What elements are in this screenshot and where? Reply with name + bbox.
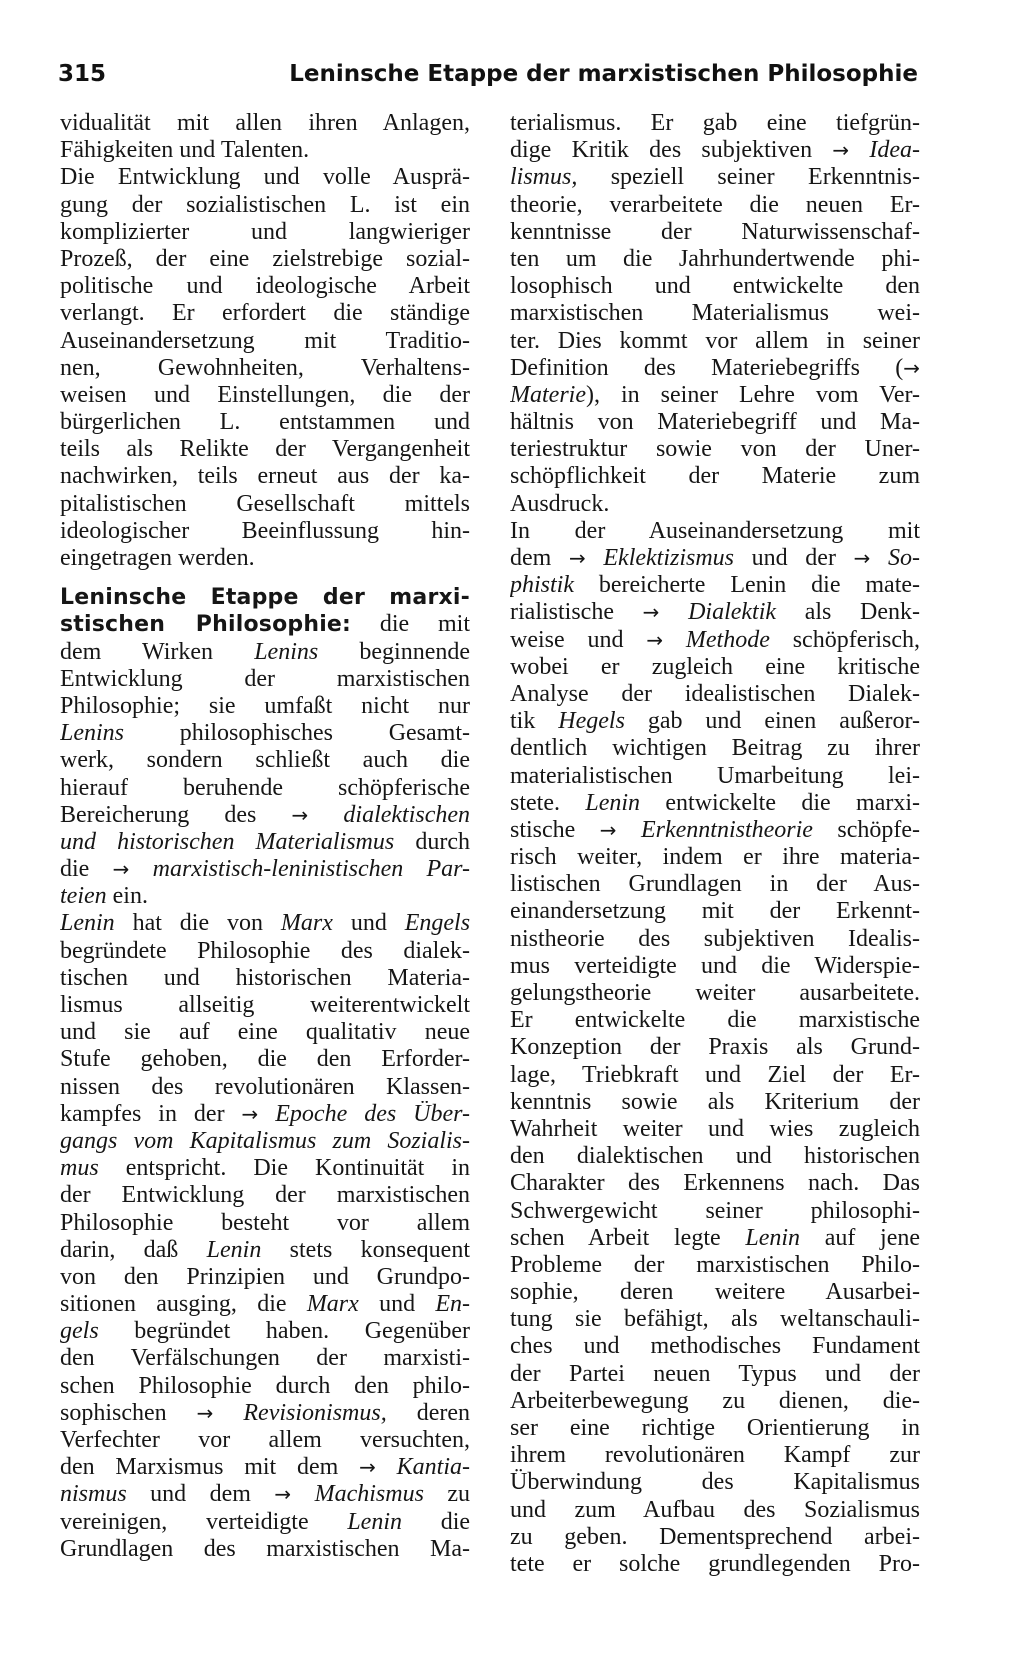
text-line: losophisch und entwickelte den (510, 273, 920, 300)
text-line: kenntnisse der Naturwissenschaf- (510, 218, 920, 245)
text-line: teils als Relikte der Vergangenheit (60, 436, 470, 463)
text-line: ten um die Jahrhundertwende phi- (510, 245, 920, 272)
text-line: den dialektischen und historischen (510, 1143, 920, 1170)
text-line: kenntnis sowie als Kriterium der (510, 1088, 920, 1115)
text-line: stische → Erkenntnistheorie schöpfe- (510, 816, 920, 843)
cross-reference-arrow-icon: → (642, 600, 660, 625)
text-line: tung sie befähigt, als weltanschauli- (510, 1306, 920, 1333)
text-line: einandersetzung mit der Erkennt- (510, 898, 920, 925)
person-name: Lenin (745, 1224, 801, 1251)
text-line: Stufe gehoben, die den Erforder- (60, 1046, 470, 1073)
entry-heading-line (60, 584, 470, 611)
cross-reference-arrow-icon: → (646, 627, 664, 652)
text-line: Lenin hat die von Marx und Engels (60, 910, 470, 937)
cross-reference: marxistisch-leninistischen Par- (152, 856, 470, 883)
text-line: schen Philosophie durch den philo- (60, 1372, 470, 1399)
cross-reference: dialektischen (343, 801, 470, 828)
text-line: zu geben. Dementsprechend arbei- (510, 1523, 920, 1550)
person-name: Lenin (585, 789, 641, 816)
person-name: Marx (306, 1291, 359, 1318)
cross-reference: Epoche des Über- (275, 1100, 470, 1127)
entry-heading-line: stischen Philosophie: die mit (60, 611, 470, 638)
person-name: Marx (280, 910, 333, 937)
cross-reference: Idea- (869, 137, 920, 164)
page-header (58, 54, 918, 94)
text-line: Prozeß, der eine zielstrebige sozial- (60, 245, 470, 272)
text-line: teriestruktur sowie von der Uner- (510, 436, 920, 463)
text-line: dem Wirken Lenins beginnende (60, 638, 470, 665)
text-line: lismus, speziell seiner Erkenntnis- (510, 164, 920, 191)
text-line: ideologischer Beeinflussung hin- (60, 517, 470, 544)
text-line: stete. Lenin entwickelte die marxi- (510, 789, 920, 816)
person-name: Lenins (60, 720, 125, 747)
text-line: Materie), in seiner Lehre vom Ver- (510, 381, 920, 408)
person-name: Lenin (206, 1236, 262, 1263)
cross-reference: Erkenntnistheorie (640, 816, 813, 843)
text-line: lismus allseitig weiterentwickelt (60, 992, 470, 1018)
text-line: eingetragen werden. (60, 545, 255, 571)
text-line: Überwindung des Kapitalismus (510, 1469, 920, 1496)
text-line: und zum Aufbau des Sozialismus (510, 1496, 920, 1523)
text-line: kampfes in der → Epoche des Über- (60, 1100, 470, 1127)
text-line: phistik bereicherte Lenin die mate- (510, 572, 920, 599)
text-line: ches und methodisches Fundament (510, 1333, 920, 1360)
cross-reference: Kantia- (396, 1454, 470, 1481)
text-line: Definition des Materiebegriffs (→ (510, 354, 920, 381)
text-line: schöpflichkeit der Materie zum (510, 463, 920, 490)
text-line: nissen des revolutionären Klassen- (60, 1073, 470, 1100)
text-line: Er entwickelte die marxistische (510, 1007, 920, 1034)
entry-headword: stischen Philosophie: (60, 612, 352, 638)
text-line: vereinigen, verteidigte Lenin die (60, 1508, 470, 1535)
cross-reference-arrow-icon: → (196, 1400, 214, 1425)
text-line: Schwergewicht seiner philosophi- (510, 1197, 920, 1224)
cross-reference: nismus (60, 1481, 127, 1508)
cross-reference: phistik (510, 572, 574, 599)
text-line: lage, Triebkraft und Ziel der Er- (510, 1061, 920, 1088)
cross-reference: teien (60, 883, 107, 910)
text-line: Ausdruck. (510, 490, 610, 517)
text-line: terialismus. Er gab eine tiefgrün- (510, 110, 920, 136)
cross-reference: mus (60, 1155, 99, 1182)
text-line: nachwirken, teils erneut aus der ka- (60, 463, 470, 490)
text-line: Grundlagen des marxistischen Ma- (60, 1535, 470, 1562)
text-line: risch weiter, indem er ihre materia- (510, 844, 920, 871)
text-line: weisen und Einstellungen, die der (60, 381, 470, 408)
page-number: 315 (58, 61, 107, 87)
text-line: die → marxistisch-leninistischen Par- (60, 856, 470, 883)
text-line: Philosophie; sie umfaßt nicht nur (60, 692, 470, 719)
text-line: rialistische → Dialektik als Denk- (510, 599, 920, 626)
person-name: Hegels (558, 708, 625, 735)
text-line: teien ein. (60, 883, 148, 910)
paragraph-gap (60, 572, 470, 584)
text-line: mus verteidigte und die Widerspie- (510, 952, 920, 979)
cross-reference: Materie (510, 381, 586, 408)
text-line: ihrem revolutionären Kampf zur (510, 1442, 920, 1469)
text-line: Entwicklung der marxistischen (60, 665, 470, 692)
text-line: wobei er zugleich eine kritische (510, 653, 920, 680)
text-line: dem → Eklektizismus und der → So- (510, 545, 920, 571)
cross-reference-arrow-icon: → (599, 817, 617, 842)
text-line: ser eine richtige Orientierung in (510, 1415, 920, 1441)
text-line: von den Prinzipien und Grundpo- (60, 1263, 470, 1290)
text-line: Lenins philosophisches Gesamt- (60, 720, 470, 747)
text-line: gelungstheorie weiter ausarbeitete. (510, 980, 920, 1006)
cross-reference-arrow-icon: → (291, 802, 309, 827)
text-line: Die Entwicklung und volle Ausprä- (60, 164, 470, 191)
text-line: mus entspricht. Die Kontinuität in (60, 1155, 470, 1182)
text-line (60, 1128, 470, 1155)
cross-reference-arrow-icon: → (832, 138, 850, 163)
text-line: der Entwicklung der marxistischen (60, 1182, 470, 1209)
text-line: tischen und historischen Materia- (60, 964, 470, 991)
text-line: Analyse der idealistischen Dialek- (510, 680, 920, 707)
text-line: politische und ideologische Arbeit (60, 273, 470, 300)
text-line: Probleme der marxistischen Philo- (510, 1251, 920, 1278)
text-line: tete er solche grundlegenden Pro- (510, 1550, 920, 1577)
text-line: Charakter des Erkennens nach. Das (510, 1170, 920, 1197)
text-line: und historischen Materialismus durch (60, 828, 470, 855)
running-title: Leninsche Etappe der marxistischen Philosophie (289, 61, 918, 87)
text-line: Konzeption der Praxis als Grund- (510, 1034, 920, 1061)
right-column (510, 110, 920, 1600)
text-line: sitionen ausging, die Marx und En- (60, 1291, 470, 1318)
text-line: komplizierter und langwieriger (60, 218, 470, 245)
text-line: den Marxismus mit dem → Kantia- (60, 1454, 470, 1481)
text-line: begründete Philosophie des dialek- (60, 937, 470, 964)
text-line: nistheorie des subjektiven Idealis- (510, 925, 920, 952)
person-name: En- (435, 1291, 470, 1318)
text-line: Auseinandersetzung mit Traditio- (60, 327, 470, 354)
left-column (60, 110, 470, 1600)
text-line: bürgerlichen L. entstammen und (60, 409, 470, 436)
cross-reference: und historischen Materialismus (60, 828, 395, 855)
text-line: sophie, deren weitere Ausarbei- (510, 1279, 920, 1306)
text-line: gung der sozialistischen L. ist ein (60, 191, 470, 218)
text-line: Wahrheit weiter und wies zugleich (510, 1115, 920, 1142)
text-line: und sie auf eine qualitativ neue (60, 1019, 470, 1046)
person-name: Engels (404, 910, 470, 937)
text-line: werk, sondern schließt auch die (60, 747, 470, 774)
text-line: den Verfälschungen der marxisti- (60, 1345, 470, 1372)
text-line: vidualität mit allen ihren Anlagen, (60, 110, 470, 136)
person-name: Lenin (60, 910, 115, 937)
text-line: gels begründet haben. Gegenüber (60, 1318, 470, 1345)
person-name: Lenins (254, 638, 319, 665)
text-line: In der Auseinandersetzung mit (510, 517, 920, 544)
cross-reference: So- (888, 545, 920, 571)
text-line: schen Arbeit legte Lenin auf jene (510, 1224, 920, 1251)
cross-reference-arrow-icon: → (853, 546, 871, 570)
text-line: nismus und dem → Machismus zu (60, 1481, 470, 1508)
cross-reference: lismus, (510, 164, 578, 191)
text-line: der Partei neuen Typus und der (510, 1360, 920, 1387)
cross-reference: Dialektik (688, 599, 777, 626)
person-name: gels (60, 1318, 99, 1345)
cross-reference: Machismus (314, 1481, 424, 1508)
cross-reference: Eklektizismus (603, 545, 735, 571)
cross-reference-arrow-icon: → (112, 857, 130, 882)
text-line: listischen Grundlagen in der Aus- (510, 871, 920, 898)
text-line: ter. Dies kommt vor allem in seiner (510, 327, 920, 354)
text-line: Philosophie besteht vor allem (60, 1209, 470, 1236)
cross-reference-arrow-icon: → (903, 355, 920, 380)
text-line: Arbeiterbewegung zu dienen, die- (510, 1387, 920, 1414)
cross-reference: gangs vom Kapitalismus zum Sozialis- (60, 1127, 470, 1154)
text-line: hältnis von Materiebegriff und Ma- (510, 409, 920, 436)
entry-headword: Leninsche Etappe der marxi- (60, 585, 470, 611)
text-line: weise und → Methode schöpferisch, (510, 626, 920, 653)
text-line: nen, Gewohnheiten, Verhaltens- (60, 354, 470, 381)
cross-reference-arrow-icon: → (359, 1455, 376, 1480)
text-line: Verfechter vor allem versuchten, (60, 1427, 470, 1453)
text-line: Bereicherung des → dialektischen (60, 801, 470, 828)
cross-reference-arrow-icon: → (241, 1101, 259, 1126)
text-line: dentlich wichtigen Beitrag zu ihrer (510, 735, 920, 762)
text-line: tik Hegels gab und einen außeror- (510, 708, 920, 735)
text-line: sophischen → Revisionismus, deren (60, 1399, 470, 1426)
text-line: marxistischen Materialismus wei- (510, 300, 920, 327)
cross-reference-arrow-icon: → (568, 546, 586, 570)
text-line: pitalistischen Gesellschaft mittels (60, 490, 470, 517)
cross-reference: Methode (685, 626, 770, 653)
text-line: darin, daß Lenin stets konsequent (60, 1236, 470, 1263)
text-line: theorie, verarbeitete die neuen Er- (510, 191, 920, 218)
cross-reference-arrow-icon: → (274, 1482, 292, 1507)
text-line: verlangt. Er erfordert die ständige (60, 300, 470, 327)
text-line: dige Kritik des subjektiven → Idea- (510, 137, 920, 164)
cross-reference: Revisionismus, (243, 1399, 387, 1426)
person-name: Lenin (347, 1508, 402, 1535)
text-line: hierauf beruhende schöpferische (60, 774, 470, 801)
text-line: Fähigkeiten und Talenten. (60, 137, 310, 164)
text-line: materialistischen Umarbeitung lei- (510, 762, 920, 789)
